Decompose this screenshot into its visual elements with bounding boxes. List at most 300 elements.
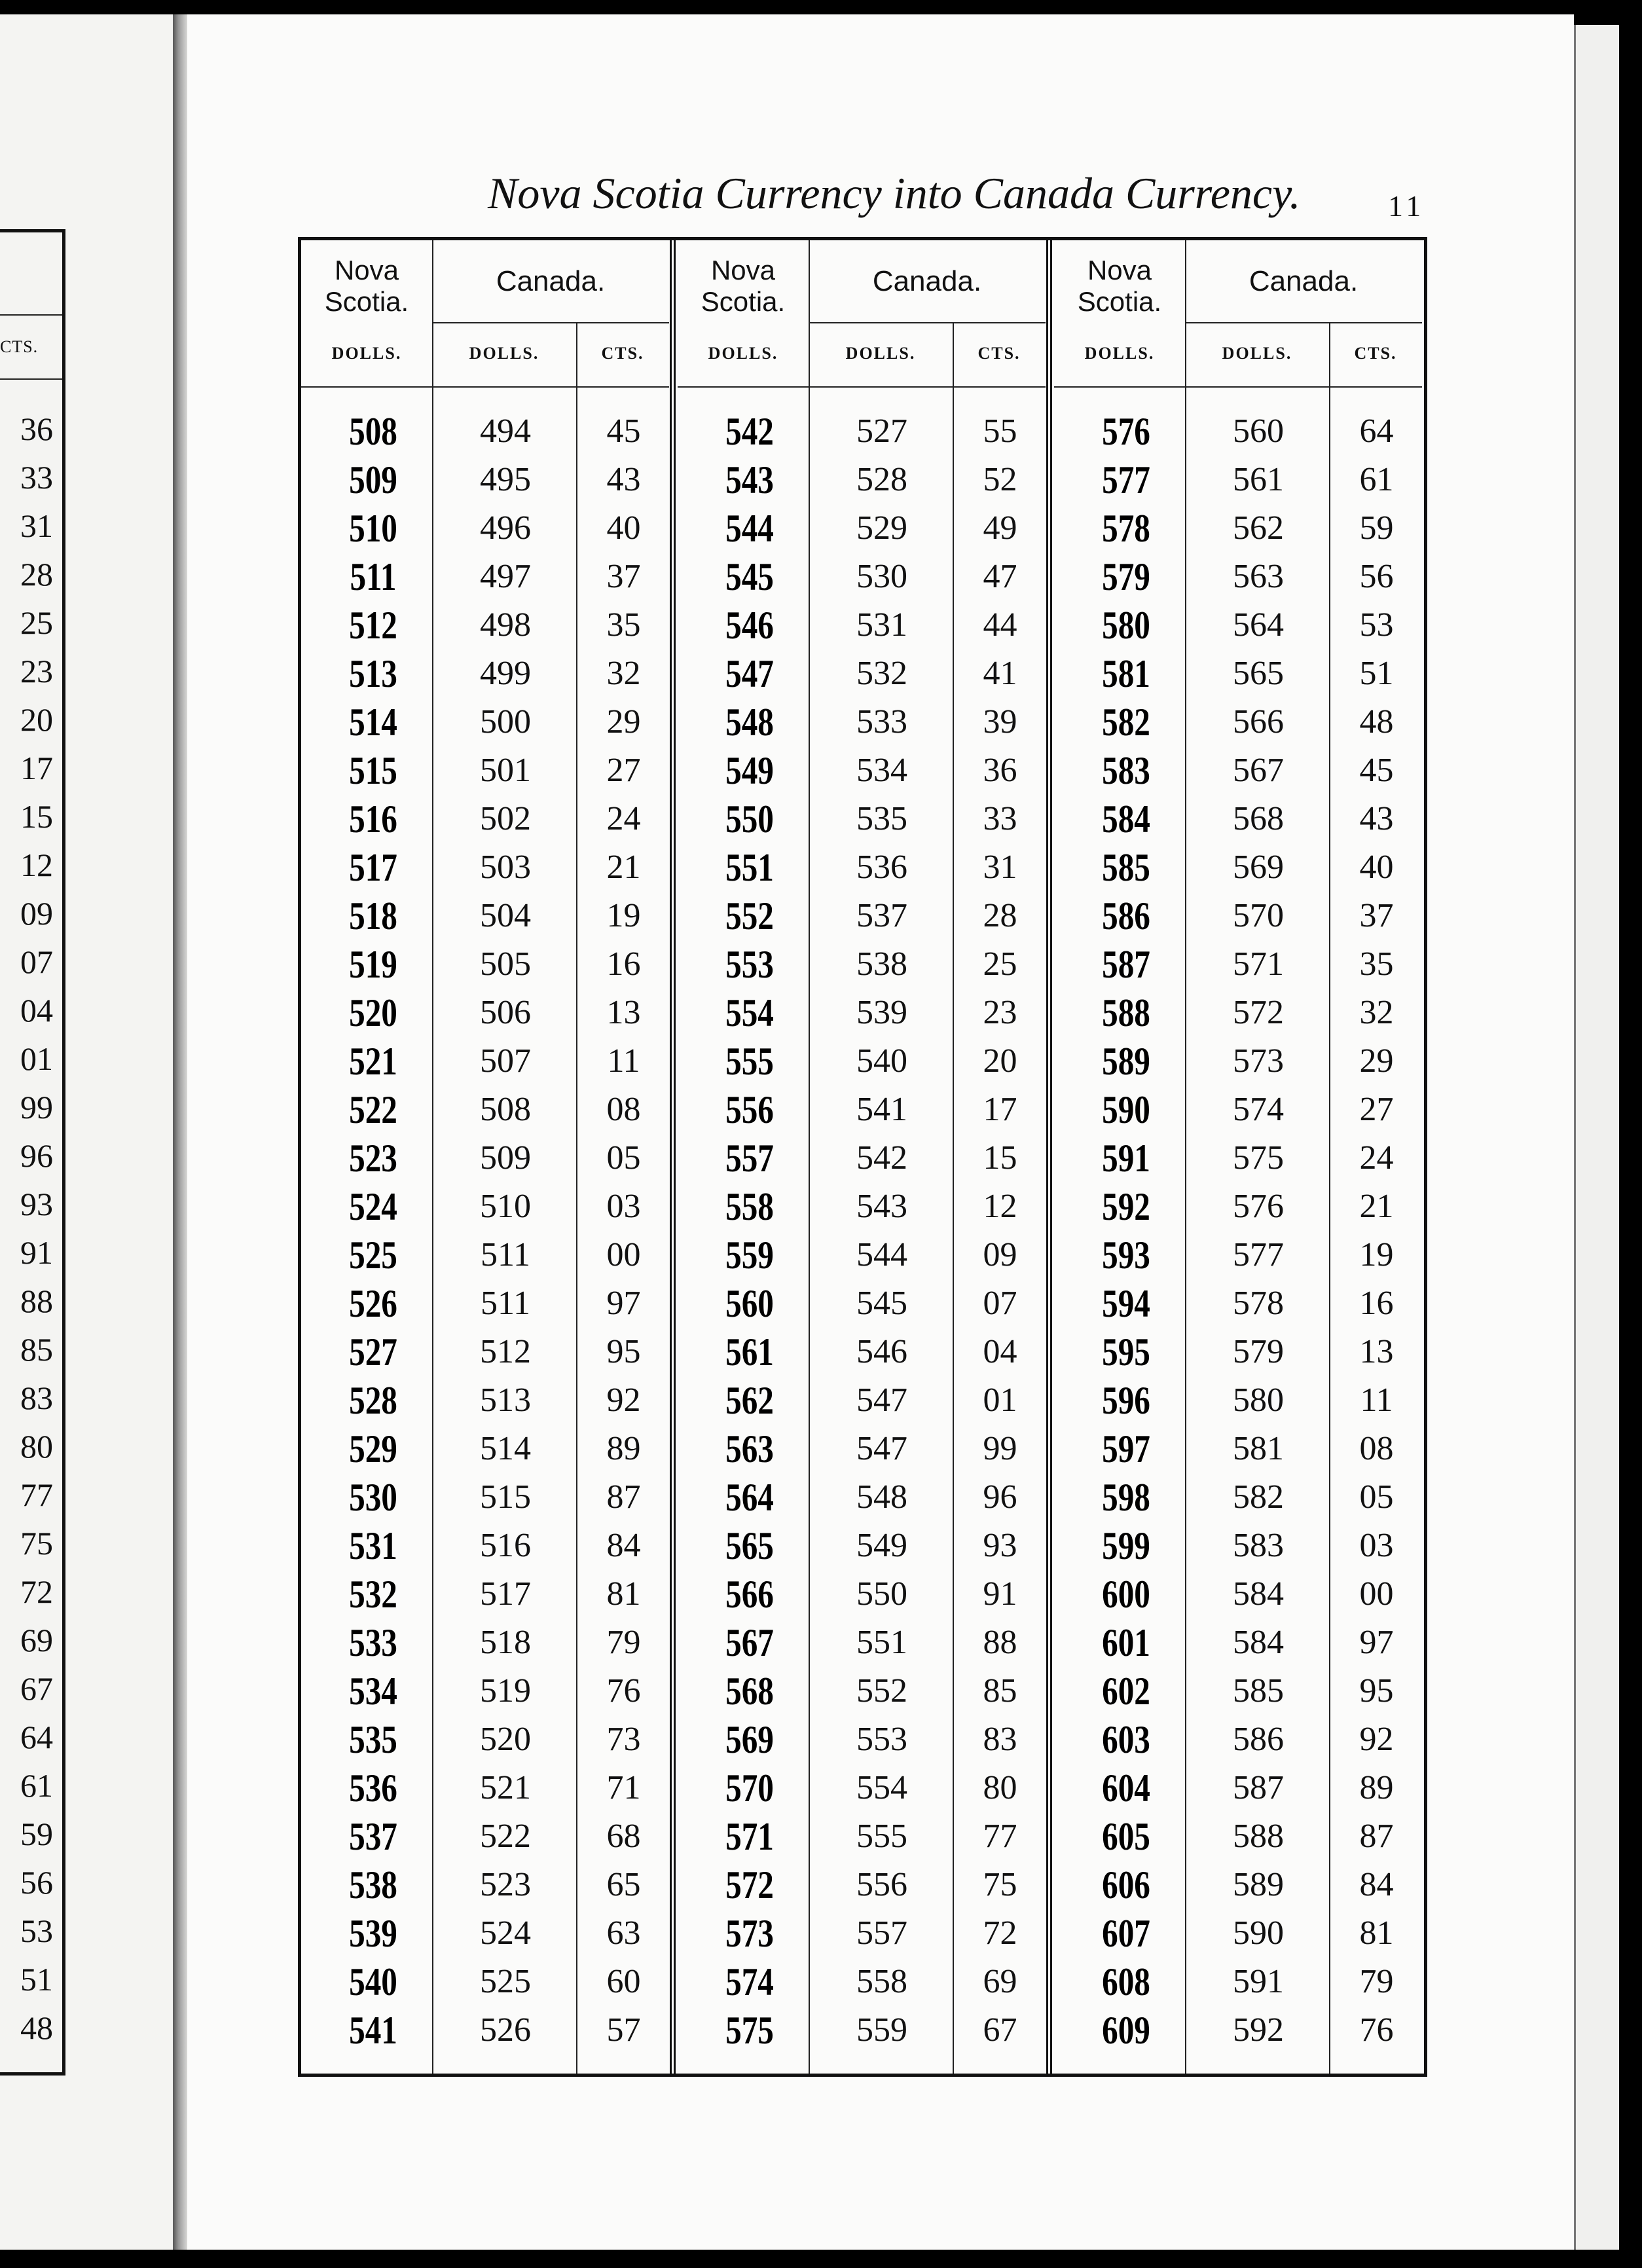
table-row: [1054, 2006, 1422, 2055]
table-row: [678, 1861, 1046, 1909]
table-row: [301, 1328, 669, 1376]
nova-scotia-dollars: 553: [725, 943, 774, 986]
header-rule: [432, 322, 669, 323]
table-row: [678, 1328, 1046, 1376]
table-row: [301, 1570, 669, 1619]
canada-cents: 32: [606, 655, 641, 692]
table-row: [1054, 1376, 1422, 1425]
nova-scotia-dollars: 524: [349, 1185, 397, 1228]
nova-scotia-dollars: 596: [1102, 1379, 1150, 1422]
nova-scotia-dollars: 552: [725, 894, 774, 938]
nova-scotia-dollars: 580: [1102, 604, 1150, 647]
left-cents-value: 25: [20, 604, 53, 641]
nova-scotia-dollars: 607: [1102, 1912, 1150, 1955]
canada-dollars: 578: [1233, 1285, 1284, 1322]
canada-cents: 09: [983, 1236, 1017, 1273]
canada-dollars: 531: [856, 606, 907, 644]
nova-scotia-dollars: 540: [349, 1960, 397, 2003]
nova-scotia-dollars: 519: [349, 943, 397, 986]
table-row: [1054, 1231, 1422, 1279]
canada-dollars: 515: [480, 1478, 531, 1516]
canada-cents: 96: [983, 1478, 1017, 1516]
canada-dollars: 508: [480, 1091, 531, 1128]
canada-dollars: 573: [1233, 1042, 1284, 1080]
nova-scotia-dollars: 591: [1102, 1137, 1150, 1180]
nova-scotia-dollars: 570: [725, 1766, 774, 1810]
canada-dollars: 579: [1233, 1333, 1284, 1370]
nova-scotia-dollars: 586: [1102, 894, 1150, 938]
canada-dollars: 558: [856, 1963, 907, 2000]
page-number: 11: [1388, 189, 1425, 223]
canada-cents: 81: [1359, 1914, 1394, 1952]
nova-scotia-dollars: 546: [725, 604, 774, 647]
canada-cents: 24: [1359, 1139, 1394, 1177]
canada-cents: 47: [983, 558, 1017, 595]
canada-dollars: 502: [480, 800, 531, 837]
nova-scotia-dollars: 522: [349, 1088, 397, 1131]
canada-dollars: 568: [1233, 800, 1284, 837]
left-cents-value: 28: [20, 556, 53, 593]
canada-cents: 79: [606, 1624, 641, 1661]
canada-cents: 77: [983, 1818, 1017, 1855]
canada-dollars: 540: [856, 1042, 907, 1080]
canada-cents: 21: [606, 849, 641, 886]
left-cents-value: 09: [20, 895, 53, 932]
cts-header: CTS.: [977, 344, 1021, 363]
canada-cents: 05: [1359, 1478, 1394, 1516]
left-cents-value: 59: [20, 1816, 53, 1852]
table-block: [678, 240, 1046, 2074]
canada-cents: 45: [1359, 752, 1394, 789]
canada-dollars: 567: [1233, 752, 1284, 789]
left-cents-value: 33: [20, 459, 53, 496]
table-row: [678, 1619, 1046, 1667]
table-row: [678, 553, 1046, 601]
table-row: [1054, 1667, 1422, 1715]
nova-scotia-dollars: 574: [725, 1960, 774, 2003]
canada-cents: 51: [1359, 655, 1394, 692]
canada-cents: 00: [606, 1236, 641, 1273]
table-row: [301, 1037, 669, 1086]
table-row: [1054, 1086, 1422, 1134]
nova-scotia-dollars: 535: [349, 1718, 397, 1761]
canada-dollars: 506: [480, 994, 531, 1031]
canada-dollars: 546: [856, 1333, 907, 1370]
nova-scotia-dollars: 554: [725, 991, 774, 1034]
canada-cents: 11: [607, 1042, 640, 1080]
table-row: [678, 989, 1046, 1037]
canada-dollars: 585: [1233, 1672, 1284, 1710]
cts-header: CTS.: [601, 344, 644, 363]
canada-cents: 24: [606, 800, 641, 837]
nova-scotia-dollars: 592: [1102, 1185, 1150, 1228]
canada-cents: 20: [983, 1042, 1017, 1080]
canada-dollars: 542: [856, 1139, 907, 1177]
nova-scotia-dollars: 581: [1102, 652, 1150, 695]
canada-dollars: 532: [856, 655, 907, 692]
nova-scotia-dollars: 529: [349, 1427, 397, 1471]
nova-scotia-dollars: 584: [1102, 797, 1150, 841]
subheader-rule: [678, 386, 1046, 388]
canada-dollars: 557: [856, 1914, 907, 1952]
table-row: [301, 2006, 669, 2055]
table-row: [678, 698, 1046, 746]
table-row: [1054, 1182, 1422, 1231]
table-row: [678, 1279, 1046, 1328]
canada-cents: 48: [1359, 703, 1394, 741]
left-cents-value: 48: [20, 2009, 53, 2046]
canada-dollars: 570: [1233, 897, 1284, 934]
canada-dollars: 541: [856, 1091, 907, 1128]
canada-cents: 79: [1359, 1963, 1394, 2000]
canada-cents: 31: [983, 849, 1017, 886]
nova-scotia-dollars: 521: [349, 1040, 397, 1083]
canada-cents: 45: [606, 412, 641, 450]
canada-dollars: 513: [480, 1381, 531, 1419]
canada-dollars: 523: [480, 1866, 531, 1903]
canada-dollars: 520: [480, 1721, 531, 1758]
table-row: [678, 1134, 1046, 1182]
table-row: [301, 649, 669, 698]
canada-cents: 95: [1359, 1672, 1394, 1710]
left-cents-value: 51: [20, 1961, 53, 1998]
canada-dollars: 500: [480, 703, 531, 741]
table-row: [301, 601, 669, 649]
left-cents-value: 23: [20, 653, 53, 689]
nova-scotia-dollars: 598: [1102, 1476, 1150, 1519]
left-cents-value: 83: [20, 1380, 53, 1416]
nova-scotia-dollars: 539: [349, 1912, 397, 1955]
subheader-rule: [301, 386, 669, 388]
canada-cents: 12: [983, 1188, 1017, 1225]
canada-dollars: 530: [856, 558, 907, 595]
nova-scotia-dollars: 599: [1102, 1524, 1150, 1567]
canada-dollars: 562: [1233, 509, 1284, 547]
nova-scotia-dollars: 593: [1102, 1234, 1150, 1277]
canada-dollars: 576: [1233, 1188, 1284, 1225]
canada-cents: 93: [983, 1527, 1017, 1564]
canada-cents: 49: [983, 509, 1017, 547]
canada-dollars: 591: [1233, 1963, 1284, 2000]
nova-scotia-dollars: 525: [349, 1234, 397, 1277]
table-row: [1054, 456, 1422, 504]
left-header-rule: [0, 314, 62, 316]
canada-dollars: 517: [480, 1575, 531, 1613]
canada-cents: 65: [606, 1866, 641, 1903]
canada-cents: 52: [983, 461, 1017, 498]
nova-scotia-dollars: 604: [1102, 1766, 1150, 1810]
table-row: [301, 843, 669, 892]
canada-cents: 67: [983, 2011, 1017, 2049]
table-row: [678, 746, 1046, 795]
table-row: [1054, 601, 1422, 649]
left-cents-value: 56: [20, 1864, 53, 1901]
canada-cents: 76: [606, 1672, 641, 1710]
table-row: [301, 795, 669, 843]
left-cents-value: 31: [20, 507, 53, 544]
canada-dollars: 555: [856, 1818, 907, 1855]
canada-dollars: 547: [856, 1430, 907, 1467]
nova-scotia-dollars: 560: [725, 1282, 774, 1325]
table-row: [678, 1958, 1046, 2006]
nova-scotia-dollars: 609: [1102, 2009, 1150, 2052]
left-cents-value: 12: [20, 847, 53, 883]
canada-cents: 07: [983, 1285, 1017, 1322]
canada-dollars: 505: [480, 945, 531, 983]
nova-scotia-dollars: 514: [349, 701, 397, 744]
canada-dollars: 538: [856, 945, 907, 983]
table-row: [1054, 1715, 1422, 1764]
canada-cents: 27: [1359, 1091, 1394, 1128]
canada-cents: 61: [1359, 461, 1394, 498]
nova-scotia-dollars: 532: [349, 1573, 397, 1616]
left-cts-header: CTS.: [0, 337, 39, 356]
nova-scotia-dollars: 585: [1102, 846, 1150, 889]
nova-scotia-dollars: 542: [725, 410, 774, 453]
canada-cents: 84: [606, 1527, 641, 1564]
canada-dollars: 496: [480, 509, 531, 547]
canada-dollars: 510: [480, 1188, 531, 1225]
canada-dollars: 494: [480, 412, 531, 450]
canada-header: Canada.: [1249, 265, 1359, 297]
canada-cents: 55: [983, 412, 1017, 450]
table-row: [678, 795, 1046, 843]
canada-cents: 15: [983, 1139, 1017, 1177]
table-row: [301, 1909, 669, 1958]
table-block: [1054, 240, 1422, 2074]
canada-dollars: 586: [1233, 1721, 1284, 1758]
nova-scotia-dollars: 509: [349, 458, 397, 502]
canada-cents: 40: [606, 509, 641, 547]
left-cents-value: 88: [20, 1283, 53, 1319]
table-row: [301, 1231, 669, 1279]
canada-dollars: 569: [1233, 849, 1284, 886]
nova-scotia-dollars: 601: [1102, 1621, 1150, 1664]
canada-cents: 71: [606, 1769, 641, 1806]
table-row: [678, 504, 1046, 553]
canada-header: Canada.: [872, 265, 982, 297]
nova-scotia-dollars: 559: [725, 1234, 774, 1277]
left-cents-value: 04: [20, 992, 53, 1029]
table-row: [1054, 407, 1422, 456]
table-row: [301, 940, 669, 989]
canada-cents: 00: [1359, 1575, 1394, 1613]
nova-scotia-dollars: 547: [725, 652, 774, 695]
nova-scotia-dollars: 579: [1102, 555, 1150, 598]
dolls-header: DOLLS.: [845, 344, 916, 363]
canada-dollars: 499: [480, 655, 531, 692]
nova-scotia-dollars: 526: [349, 1282, 397, 1325]
canada-cents: 13: [606, 994, 641, 1031]
nova-scotia-dollars: 512: [349, 604, 397, 647]
canada-dollars: 548: [856, 1478, 907, 1516]
canada-cents: 17: [983, 1091, 1017, 1128]
canada-cents: 80: [983, 1769, 1017, 1806]
canada-dollars: 589: [1233, 1866, 1284, 1903]
nova-scotia-dollars: 557: [725, 1137, 774, 1180]
nova-scotia-dollars: 530: [349, 1476, 397, 1519]
table-row: [301, 1861, 669, 1909]
canada-cents: 56: [1359, 558, 1394, 595]
canada-dollars: 559: [856, 2011, 907, 2049]
canada-cents: 87: [1359, 1818, 1394, 1855]
table-row: [301, 989, 669, 1037]
canada-dollars: 553: [856, 1721, 907, 1758]
nova-scotia-dollars: 538: [349, 1863, 397, 1907]
nova-scotia-dollars: 541: [349, 2009, 397, 2052]
nova-scotia-dollars: 572: [725, 1863, 774, 1907]
table-row: [1054, 649, 1422, 698]
canada-cents: 97: [606, 1285, 641, 1322]
table-row: [301, 1134, 669, 1182]
subheader-rule: [1054, 386, 1422, 388]
nova-scotia-dollars: 606: [1102, 1863, 1150, 1907]
double-column-rule: [1046, 240, 1052, 2074]
canada-dollars: 563: [1233, 558, 1284, 595]
table-block: [301, 240, 669, 2074]
double-column-rule: [670, 240, 676, 2074]
canada-dollars: 550: [856, 1575, 907, 1613]
nova-scotia-dollars: 602: [1102, 1670, 1150, 1713]
canada-dollars: 529: [856, 509, 907, 547]
canada-dollars: 525: [480, 1963, 531, 2000]
table-row: [1054, 1134, 1422, 1182]
table-row: [301, 1958, 669, 2006]
nova-scotia-dollars: 575: [725, 2009, 774, 2052]
canada-dollars: 514: [480, 1430, 531, 1467]
canada-dollars: 522: [480, 1818, 531, 1855]
table-row: [1054, 1522, 1422, 1570]
canada-dollars: 501: [480, 752, 531, 789]
table-row: [678, 1231, 1046, 1279]
canada-cents: 25: [983, 945, 1017, 983]
table-row: [678, 1376, 1046, 1425]
table-row: [678, 1715, 1046, 1764]
left-cents-value: 93: [20, 1186, 53, 1222]
canada-cents: 32: [1359, 994, 1394, 1031]
table-row: [1054, 843, 1422, 892]
canada-cents: 44: [983, 606, 1017, 644]
table-row: [301, 456, 669, 504]
nova-scotia-dollars: 569: [725, 1718, 774, 1761]
canada-cents: 68: [606, 1818, 641, 1855]
canada-dollars: 539: [856, 994, 907, 1031]
canada-dollars: 584: [1233, 1624, 1284, 1661]
table-row: [1054, 1473, 1422, 1522]
header-rule: [809, 322, 1046, 323]
canada-cents: 39: [983, 703, 1017, 741]
canada-cents: 57: [606, 2011, 641, 2049]
table-row: [1054, 553, 1422, 601]
table-row: [301, 1764, 669, 1812]
table-row: [1054, 746, 1422, 795]
left-subheader-rule: [0, 378, 62, 380]
table-row: [1054, 940, 1422, 989]
table-row: [301, 407, 669, 456]
canada-cents: 91: [983, 1575, 1017, 1613]
table-row: [678, 1473, 1046, 1522]
nova-scotia-dollars: 568: [725, 1670, 774, 1713]
nova-scotia-dollars: 508: [349, 410, 397, 453]
canada-dollars: 535: [856, 800, 907, 837]
table-row: [301, 504, 669, 553]
nova-scotia-header: Nova Scotia.: [1077, 255, 1162, 317]
nova-scotia-dollars: 511: [350, 555, 397, 598]
nova-scotia-dollars: 545: [725, 555, 774, 598]
canada-dollars: 519: [480, 1672, 531, 1710]
left-cents-value: 96: [20, 1137, 53, 1174]
nova-scotia-dollars: 528: [349, 1379, 397, 1422]
canada-cents: 84: [1359, 1866, 1394, 1903]
dolls-header: DOLLS.: [708, 344, 778, 363]
nova-scotia-dollars: 588: [1102, 991, 1150, 1034]
nova-scotia-dollars: 561: [725, 1330, 774, 1374]
nova-scotia-dollars: 571: [725, 1815, 774, 1858]
canada-cents: 11: [1360, 1381, 1393, 1419]
table-row: [1054, 1812, 1422, 1861]
nova-scotia-dollars: 576: [1102, 410, 1150, 453]
nova-scotia-dollars: 562: [725, 1379, 774, 1422]
canada-dollars: 543: [856, 1188, 907, 1225]
nova-scotia-dollars: 597: [1102, 1427, 1150, 1471]
table-row: [678, 892, 1046, 940]
left-cents-value: 53: [20, 1912, 53, 1949]
canada-dollars: 547: [856, 1381, 907, 1419]
canada-cents: 73: [606, 1721, 641, 1758]
canada-dollars: 571: [1233, 945, 1284, 983]
table-row: [301, 1376, 669, 1425]
nova-scotia-dollars: 533: [349, 1621, 397, 1664]
left-page-table-fragment: [0, 229, 65, 2076]
left-cents-value: 99: [20, 1089, 53, 1125]
canada-dollars: 580: [1233, 1381, 1284, 1419]
canada-dollars: 566: [1233, 703, 1284, 741]
nova-scotia-dollars: 510: [349, 507, 397, 550]
canada-cents: 89: [1359, 1769, 1394, 1806]
nova-scotia-dollars: 565: [725, 1524, 774, 1567]
canada-cents: 69: [983, 1963, 1017, 2000]
canada-cents: 63: [606, 1914, 641, 1952]
canada-cents: 29: [1359, 1042, 1394, 1080]
table-row: [678, 1037, 1046, 1086]
canada-dollars: 587: [1233, 1769, 1284, 1806]
nova-scotia-dollars: 555: [725, 1040, 774, 1083]
nova-scotia-dollars: 608: [1102, 1960, 1150, 2003]
canada-dollars: 509: [480, 1139, 531, 1177]
canada-cents: 35: [606, 606, 641, 644]
canada-cents: 40: [1359, 849, 1394, 886]
canada-dollars: 592: [1233, 2011, 1284, 2049]
canada-dollars: 521: [480, 1769, 531, 1806]
table-row: [301, 892, 669, 940]
nova-scotia-dollars: 527: [349, 1330, 397, 1374]
canada-cents: 88: [983, 1624, 1017, 1661]
canada-cents: 92: [606, 1381, 641, 1419]
table-row: [678, 843, 1046, 892]
book-gutter: [173, 14, 187, 2250]
canada-cents: 76: [1359, 2011, 1394, 2049]
nova-scotia-dollars: 534: [349, 1670, 397, 1713]
running-head: Nova Scotia Currency into Canada Currency.: [488, 168, 1301, 218]
canada-cents: 04: [983, 1333, 1017, 1370]
canada-dollars: 577: [1233, 1236, 1284, 1273]
table-row: [1054, 698, 1422, 746]
canada-dollars: 518: [480, 1624, 531, 1661]
canada-dollars: 565: [1233, 655, 1284, 692]
canada-cents: 01: [983, 1381, 1017, 1419]
canada-dollars: 537: [856, 897, 907, 934]
left-cents-value: 15: [20, 798, 53, 835]
